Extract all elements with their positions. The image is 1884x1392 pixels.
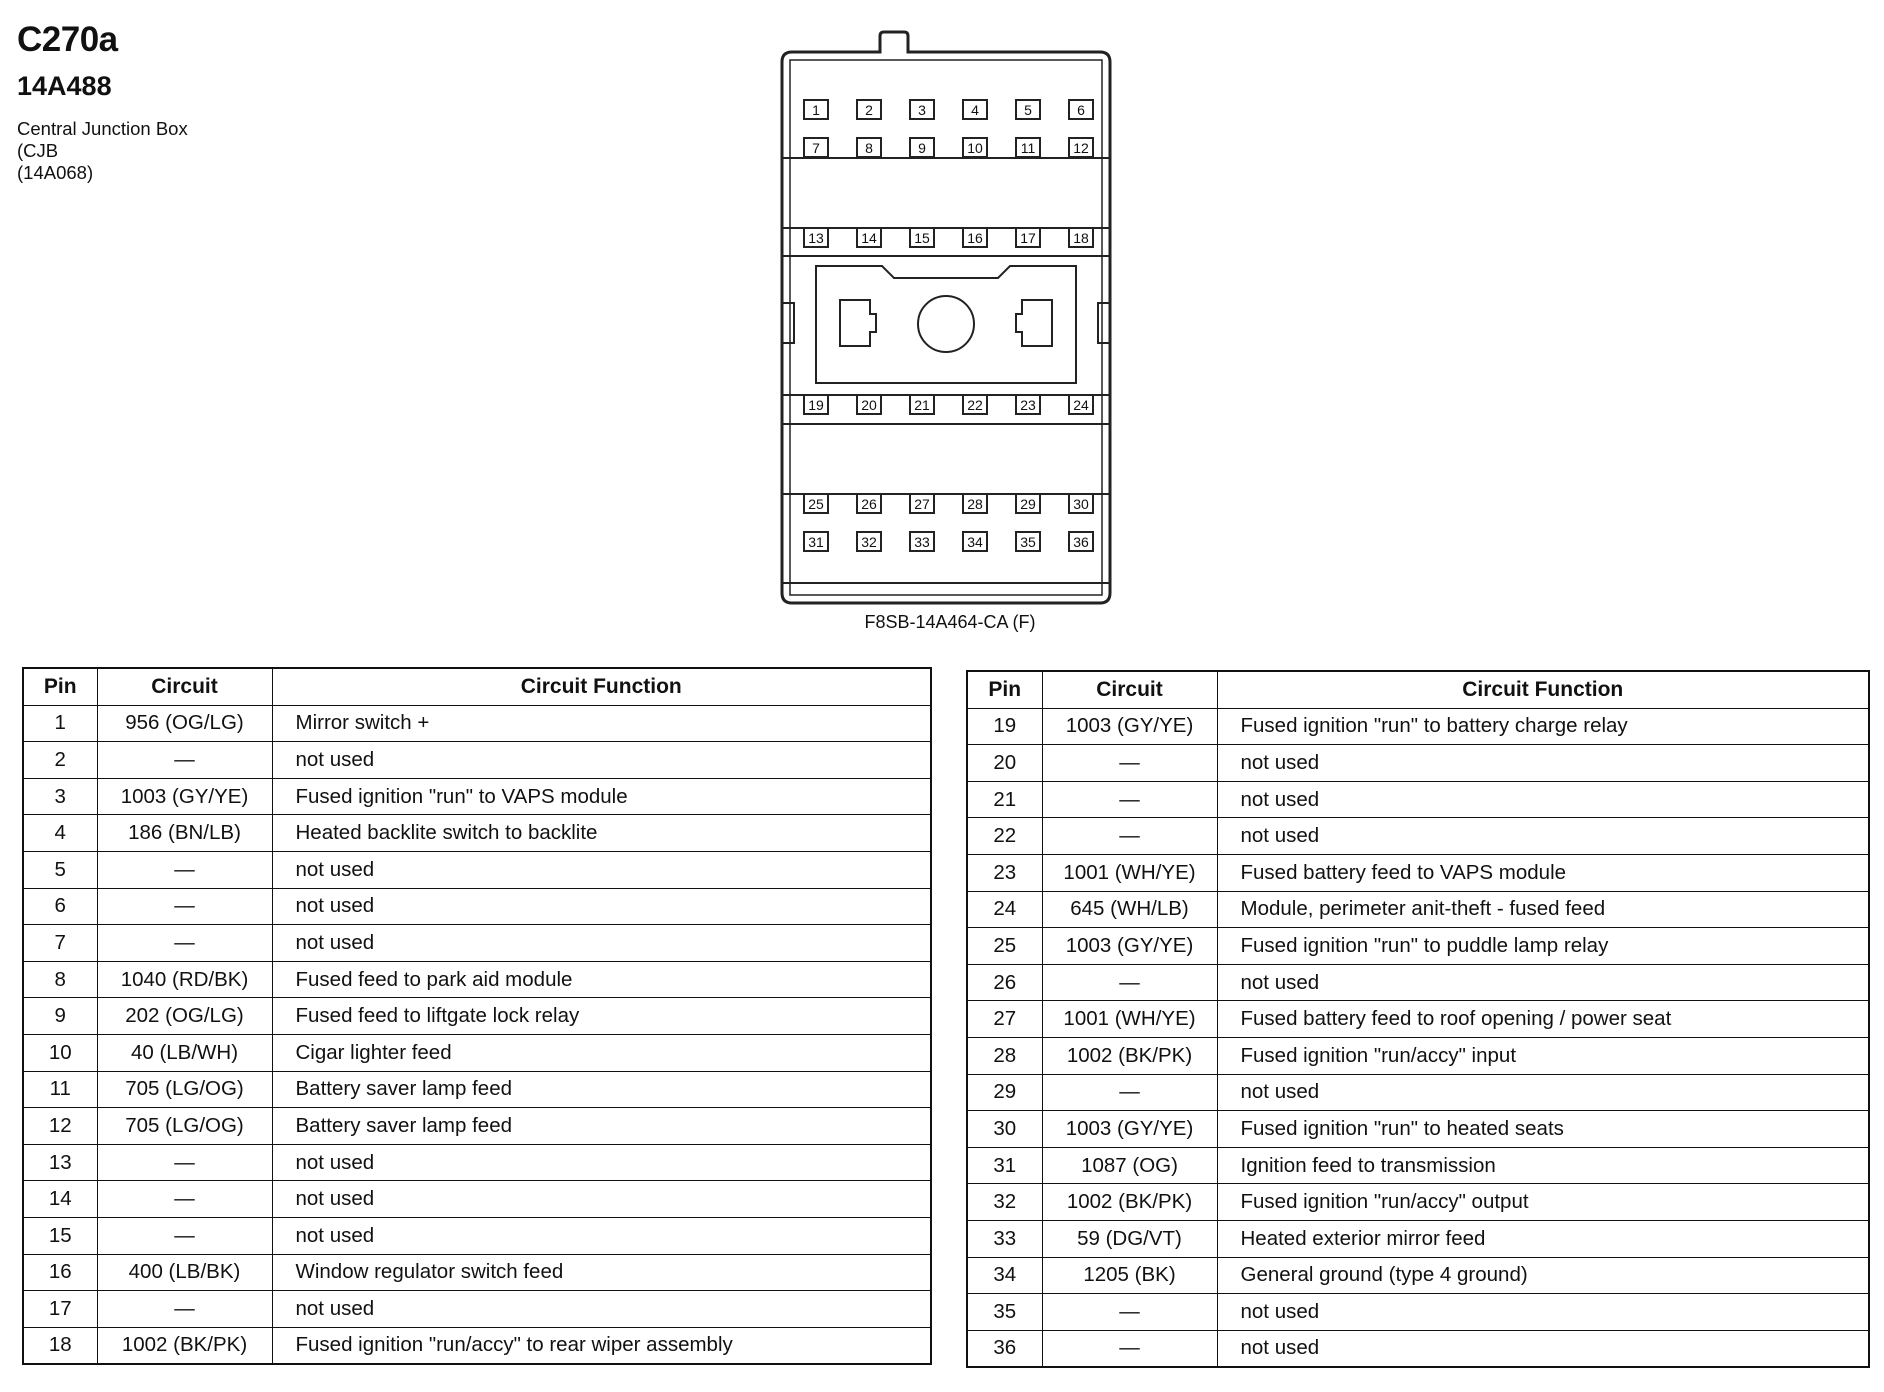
table-row [967,1001,1869,1038]
connector-id: C270a [17,20,118,59]
circuit-cell: 1003 (GY/YE) [1042,708,1217,745]
function-cell: not used [1217,1074,1869,1111]
pin-cell: 35 [967,1294,1042,1331]
circuit-cell: 1205 (BK) [1042,1257,1217,1294]
table-row [967,708,1869,745]
table-row [967,1257,1869,1294]
pin-cell: 20 [967,745,1042,782]
pin-cell: 14 [23,1181,97,1218]
circuit-cell: 1001 (WH/YE) [1042,1001,1217,1038]
table-row [23,925,931,962]
table-row [23,961,931,998]
cavity-number: 2 [865,102,873,118]
cavity-number: 6 [1077,102,1085,118]
connector-housing-inner [790,60,1102,595]
cavity-number: 19 [808,397,824,413]
table-row [967,1074,1869,1111]
table-header-row [23,668,931,705]
cavity-number: 24 [1073,397,1089,413]
table-row [23,1144,931,1181]
header-function: Circuit Function [1217,671,1869,708]
pin-table-right [966,670,1870,1368]
table-row [23,778,931,815]
table-row [967,781,1869,818]
cavity-number: 10 [967,140,983,156]
pin-cell: 33 [967,1220,1042,1257]
pin-cell: 29 [967,1074,1042,1111]
table-row [967,854,1869,891]
left-latch [840,300,876,346]
table-row [967,1037,1869,1074]
pin-cell: 19 [967,708,1042,745]
circuit-cell: — [1042,745,1217,782]
table-row [23,1254,931,1291]
function-cell: not used [272,742,931,779]
circuit-cell: — [1042,781,1217,818]
circuit-cell: 59 (DG/VT) [1042,1220,1217,1257]
circuit-cell: 1002 (BK/PK) [1042,1037,1217,1074]
pin-cell: 16 [23,1254,97,1291]
cavity-number: 7 [812,140,820,156]
circuit-cell: — [1042,818,1217,855]
cavity-number: 16 [967,230,983,246]
connector-description [17,118,188,184]
cavity-number: 30 [1073,496,1089,512]
cavity-number: 4 [971,102,979,118]
pin-cell: 13 [23,1144,97,1181]
cavity-number: 8 [865,140,873,156]
pin-cell: 5 [23,851,97,888]
function-cell: not used [1217,818,1869,855]
table-row [967,1330,1869,1367]
pin-cell: 32 [967,1184,1042,1221]
cavity-number: 32 [861,534,877,550]
cavity-number: 11 [1020,140,1036,156]
table-row [967,928,1869,965]
cavity-number: 35 [1020,534,1036,550]
pin-table-right-body [967,708,1869,1367]
table-row [23,1217,931,1254]
description-line: (14A068) [17,162,94,183]
circuit-cell: — [97,888,272,925]
circuit-cell: — [1042,1294,1217,1331]
table-row [967,891,1869,928]
header-pin: Pin [23,668,97,705]
table-row [23,1181,931,1218]
pin-cell: 21 [967,781,1042,818]
function-cell: Cigar lighter feed [272,1034,931,1071]
cavity-number: 27 [914,496,930,512]
header-circuit: Circuit [97,668,272,705]
function-cell: not used [272,1217,931,1254]
title-block [17,22,188,184]
pin-cell: 11 [23,1071,97,1108]
circuit-cell: — [1042,1330,1217,1367]
table-row [23,1327,931,1364]
side-lock-right [1098,303,1110,343]
table-row [23,851,931,888]
cavity-number: 9 [918,140,926,156]
cavity-number: 22 [967,397,983,413]
circuit-cell: 705 (LG/OG) [97,1108,272,1145]
connector-face-diagram [770,28,1130,608]
header-circuit: Circuit [1042,671,1217,708]
pin-cell: 12 [23,1108,97,1145]
function-cell: not used [1217,1330,1869,1367]
pin-cell: 7 [23,925,97,962]
table-row [967,745,1869,782]
pin-cell: 1 [23,705,97,742]
function-cell: Module, perimeter anit-theft - fused feed [1217,891,1869,928]
function-cell: Mirror switch + [272,705,931,742]
function-cell: Fused ignition "run" to heated seats [1217,1111,1869,1148]
circuit-cell: — [97,742,272,779]
table-row [23,1108,931,1145]
cavity-grid [804,100,1093,551]
pin-cell: 27 [967,1001,1042,1038]
circuit-cell: 40 (LB/WH) [97,1034,272,1071]
circuit-cell: 705 (LG/OG) [97,1071,272,1108]
table-row [967,818,1869,855]
function-cell: General ground (type 4 ground) [1217,1257,1869,1294]
cavity-number: 20 [861,397,877,413]
function-cell: not used [272,1144,931,1181]
cavity-number: 21 [914,397,930,413]
pin-cell: 31 [967,1147,1042,1184]
pin-cell: 23 [967,854,1042,891]
pin-cell: 25 [967,928,1042,965]
cavity-number: 1 [812,102,820,118]
cavity-number: 33 [914,534,930,550]
table-header-row [967,671,1869,708]
circuit-cell: 1003 (GY/YE) [1042,1111,1217,1148]
right-latch [1016,300,1052,346]
table-row [23,1071,931,1108]
circuit-cell: 1002 (BK/PK) [97,1327,272,1364]
circuit-cell: — [97,925,272,962]
function-cell: Fused feed to park aid module [272,961,931,998]
pin-cell: 17 [23,1291,97,1328]
cavity-number: 26 [861,496,877,512]
pin-cell: 24 [967,891,1042,928]
pin-cell: 28 [967,1037,1042,1074]
function-cell: Fused battery feed to VAPS module [1217,854,1869,891]
pin-cell: 8 [23,961,97,998]
cavity-number: 14 [861,230,877,246]
function-cell: not used [1217,781,1869,818]
function-cell: Fused ignition "run/accy" input [1217,1037,1869,1074]
function-cell: not used [272,1291,931,1328]
table-row [967,1294,1869,1331]
description-line: (CJB [17,140,59,161]
cavity-number: 25 [808,496,824,512]
description-line: Central Junction Box [17,118,188,139]
circuit-cell: 956 (OG/LG) [97,705,272,742]
header-function: Circuit Function [272,668,931,705]
function-cell: not used [272,925,931,962]
circuit-cell: — [97,851,272,888]
function-cell: not used [1217,1294,1869,1331]
function-cell: Battery saver lamp feed [272,1071,931,1108]
table-row [967,1184,1869,1221]
circuit-cell: 1087 (OG) [1042,1147,1217,1184]
function-cell: Window regulator switch feed [272,1254,931,1291]
table-row [967,1220,1869,1257]
circuit-cell: 645 (WH/LB) [1042,891,1217,928]
pin-cell: 10 [23,1034,97,1071]
function-cell: Fused ignition "run" to battery charge relay [1217,708,1869,745]
table-row [23,998,931,1035]
cavity-number: 36 [1073,534,1089,550]
pin-cell: 9 [23,998,97,1035]
function-cell: Heated backlite switch to backlite [272,815,931,852]
function-cell: not used [272,851,931,888]
circuit-cell: 202 (OG/LG) [97,998,272,1035]
function-cell: Fused ignition "run" to puddle lamp relay [1217,928,1869,965]
circuit-cell: 1003 (GY/YE) [1042,928,1217,965]
circuit-cell: 1001 (WH/YE) [1042,854,1217,891]
function-cell: not used [1217,745,1869,782]
function-cell: not used [272,1181,931,1218]
function-cell: Battery saver lamp feed [272,1108,931,1145]
pin-table-left-body [23,705,931,1364]
cavity-number: 12 [1073,140,1089,156]
pin-cell: 2 [23,742,97,779]
circuit-cell: 186 (BN/LB) [97,815,272,852]
function-cell: Fused ignition "run" to VAPS module [272,778,931,815]
pin-cell: 30 [967,1111,1042,1148]
circuit-cell: 1040 (RD/BK) [97,961,272,998]
circuit-cell: — [97,1181,272,1218]
circuit-cell: — [1042,964,1217,1001]
function-cell: Fused ignition "run/accy" to rear wiper assembly [272,1327,931,1364]
connector-housing-outline [782,32,1110,603]
cavity-number: 15 [914,230,930,246]
pin-table-left [22,667,932,1365]
function-cell: Heated exterior mirror feed [1217,1220,1869,1257]
circuit-cell: — [97,1217,272,1254]
function-cell: Fused battery feed to roof opening / power seat [1217,1001,1869,1038]
function-cell: not used [1217,964,1869,1001]
cavity-number: 17 [1020,230,1036,246]
pin-cell: 36 [967,1330,1042,1367]
pin-cell: 4 [23,815,97,852]
part-number: 14A488 [17,71,112,101]
circuit-cell: — [97,1144,272,1181]
function-cell: Fused ignition "run/accy" output [1217,1184,1869,1221]
table-row [23,1291,931,1328]
circuit-cell: — [1042,1074,1217,1111]
circuit-cell: — [97,1291,272,1328]
center-hole [918,296,974,352]
cavity-number: 31 [808,534,824,550]
cavity-number: 29 [1020,496,1036,512]
cavity-number: 13 [808,230,824,246]
pin-cell: 6 [23,888,97,925]
cavity-number: 34 [967,534,983,550]
table-row [23,742,931,779]
center-key-outline [816,266,1076,383]
pin-cell: 34 [967,1257,1042,1294]
function-cell: Fused feed to liftgate lock relay [272,998,931,1035]
pin-cell: 15 [23,1217,97,1254]
table-row [23,888,931,925]
function-cell: Ignition feed to transmission [1217,1147,1869,1184]
table-row [23,815,931,852]
connector-part-label: F8SB-14A464-CA (F) [864,612,1036,632]
table-row [967,1147,1869,1184]
cavity-number: 3 [918,102,926,118]
pin-cell: 22 [967,818,1042,855]
function-cell: not used [272,888,931,925]
side-lock-left [782,303,794,343]
cavity-number: 5 [1024,102,1032,118]
header-pin: Pin [967,671,1042,708]
pin-cell: 3 [23,778,97,815]
table-row [23,1034,931,1071]
table-row [967,964,1869,1001]
table-row [967,1111,1869,1148]
pin-cell: 26 [967,964,1042,1001]
circuit-cell: 1002 (BK/PK) [1042,1184,1217,1221]
circuit-cell: 1003 (GY/YE) [97,778,272,815]
table-row [23,705,931,742]
cavity-number: 18 [1073,230,1089,246]
pin-cell: 18 [23,1327,97,1364]
circuit-cell: 400 (LB/BK) [97,1254,272,1291]
cavity-number: 28 [967,496,983,512]
cavity-number: 23 [1020,397,1036,413]
